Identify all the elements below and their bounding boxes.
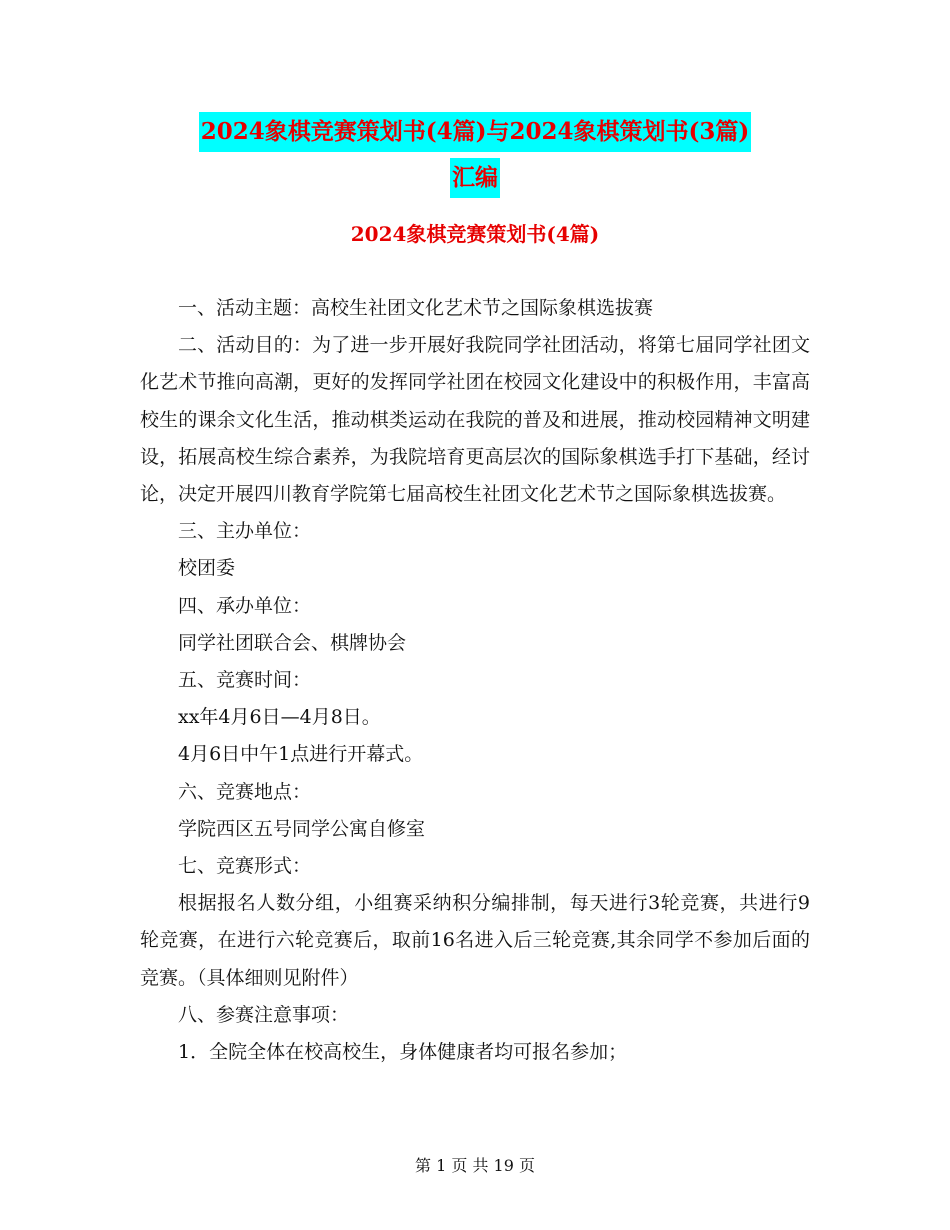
paragraph-theme: 一、活动主题：高校生社团文化艺术节之国际象棋选拔赛	[178, 297, 654, 319]
paragraph-notes-heading: 八、参赛注意事项：	[178, 1003, 350, 1026]
paragraph-time-range: xx年4月6日—4月8日。	[178, 706, 381, 729]
paragraph-time-heading: 五、竞赛时间：	[178, 669, 312, 692]
paragraph-host-heading: 四、承办单位：	[178, 594, 312, 617]
paragraph-format: 根据报名人数分组，小组赛采纳积分编排制，每天进行3轮竞赛，共进行9轮竞赛，在进行六轮竞赛后，取前16名进入后三轮竞赛,其余同学不参加后面的竞赛。（具体细则见附件）	[140, 892, 810, 989]
section-subtitle: 2024象棋竞赛策划书(4篇)	[350, 222, 600, 246]
document-body	[140, 290, 810, 1071]
title-line-2: 汇编	[450, 158, 500, 198]
document-title	[140, 112, 810, 198]
paragraph-venue: 学院西区五号同学公寓自修室	[178, 817, 426, 840]
paragraph-note-1: 1．全院全体在校高校生，身体健康者均可报名参加；	[178, 1041, 628, 1064]
page-footer: 第 1 页 共 19 页	[415, 1156, 535, 1175]
paragraph-purpose: 二、活动目的：为了进一步开展好我院同学社团活动，将第七届同学社团文化艺术节推向高潮，更好的发挥同学社团在校园文化建设中的积极作用，丰富高校生的课余文化生活，推动棋类运动在我院的普及和进展，推动校园精神文明建设，拓展高校生综合素养，为我院培育更高层次的国际象棋选手打下基础，经讨论，决定开展四川教育学院第七届高校生社团文化艺术节之国际象棋选拔赛。	[140, 334, 810, 506]
paragraph-opening: 4月6日中午1点进行开幕式。	[178, 743, 424, 766]
paragraph-organizer: 校团委	[178, 557, 236, 580]
paragraph-organizer-heading: 三、主办单位：	[178, 520, 312, 543]
paragraph-host: 同学社团联合会、棋牌协会	[178, 631, 407, 654]
title-line-1: 2024象棋竞赛策划书(4篇)与2024象棋策划书(3篇)	[199, 112, 752, 152]
paragraph-format-heading: 七、竞赛形式：	[178, 855, 312, 878]
paragraph-venue-heading: 六、竞赛地点：	[178, 780, 312, 803]
